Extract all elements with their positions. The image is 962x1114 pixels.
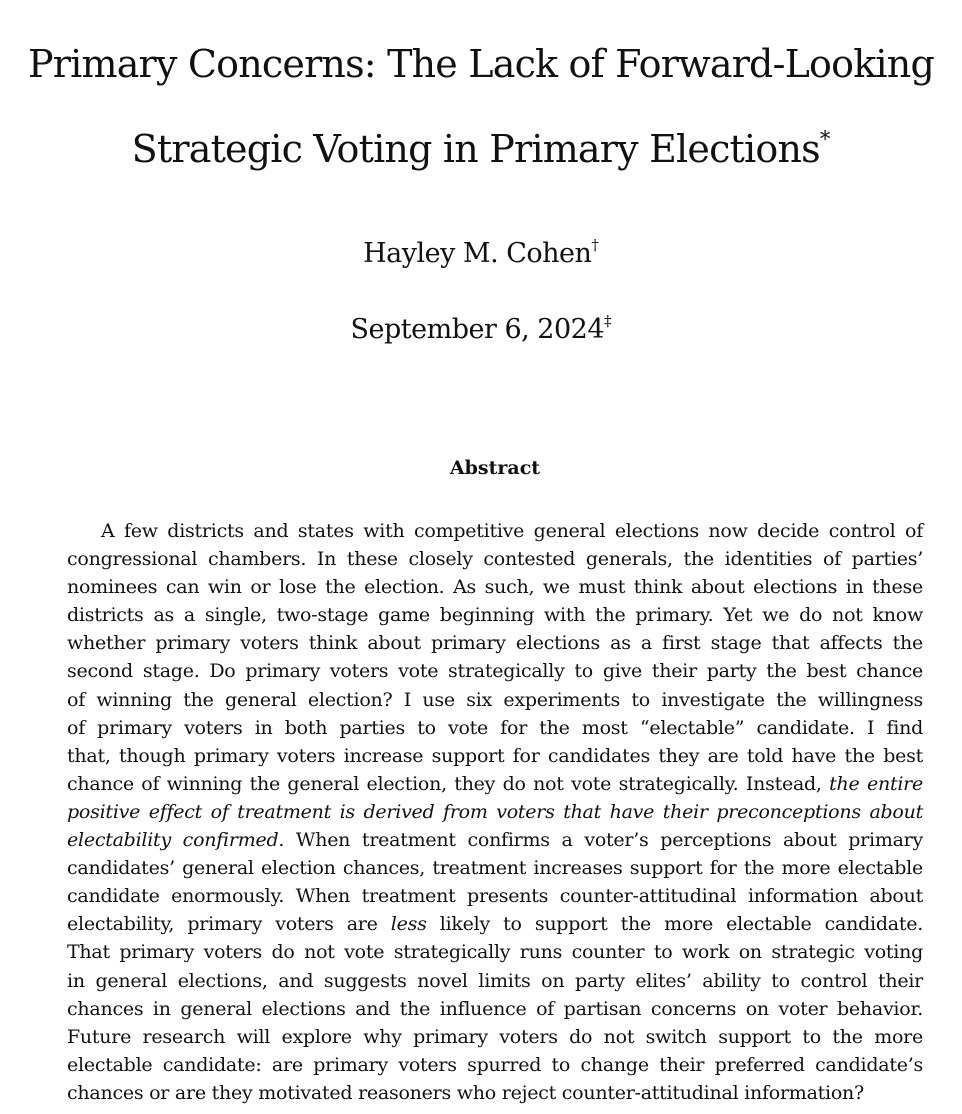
abstract-text: A few districts and states with competitive general elections now decide control of (101, 520, 923, 542)
abstract-text: that, though primary voters increase support for candidates they are told have the best (67, 744, 923, 767)
abstract-line (67, 686, 923, 714)
title-text-1: Primary Concerns: The Lack of Forward-Looking (27, 42, 934, 86)
author-name: Hayley M. Cohen (363, 238, 592, 269)
abstract-line (67, 657, 923, 685)
abstract-text: in general elections, and suggests novel limits on party elites’ ability to control their (67, 969, 923, 992)
date-line (0, 312, 962, 345)
abstract-text: congressional chambers. In these closely contested generals, the identities of parties’ (67, 548, 923, 571)
abstract-emphasis: the entire (829, 772, 923, 795)
abstract-text: candidate enormously. When treatment presents counter-attitudinal information about (67, 885, 923, 908)
abstract-line (67, 1079, 923, 1107)
abstract-text: Future research will explore why primary voters do not switch support to the more (67, 1025, 923, 1048)
abstract-line (67, 714, 923, 742)
abstract-line (67, 770, 923, 798)
abstract-text: That primary voters do not vote strategically runs counter to work on strategic voting (67, 941, 923, 964)
abstract-line (67, 1023, 923, 1051)
date-text: September 6, 2024 (350, 314, 604, 345)
abstract-line (67, 629, 923, 657)
paper-title-line-2 (0, 127, 962, 171)
author-footnote-mark[interactable]: † (591, 236, 599, 254)
abstract-emphasis: positive effect of treatment is derived from voters that have their preconceptions about (67, 800, 923, 823)
title-footnote-mark[interactable]: * (819, 127, 831, 151)
abstract-line (67, 545, 923, 573)
abstract-line (67, 995, 923, 1023)
abstract-text: chance of winning the general election, they do not vote strategically. Instead, (67, 772, 830, 795)
abstract-text: chances or are they motivated reasoners who reject counter-attitudinal information? (67, 1081, 864, 1104)
abstract-line (67, 601, 923, 629)
abstract-line (67, 882, 923, 910)
abstract-text: districts as a single, two-stage game beginning with the primary. Yet we do not know (67, 604, 923, 627)
abstract-line (67, 517, 923, 545)
date-footnote-mark[interactable]: ‡ (604, 312, 612, 330)
abstract-line (67, 573, 923, 601)
abstract-text: chances in general elections and the influence of partisan concerns on voter behavior. (67, 997, 923, 1020)
abstract-heading: Abstract (449, 457, 541, 479)
abstract-text: electable candidate: are primary voters spurred to change their preferred candidate’s (67, 1053, 923, 1076)
abstract-text: likely to support the more electable candidate. (426, 913, 923, 936)
abstract-text: electability, primary voters are (67, 913, 391, 936)
title-text-2: Strategic Voting in Primary Elections (131, 127, 820, 171)
abstract-text: whether primary voters think about primary elections as a first stage that affects the (67, 632, 923, 655)
author-line (0, 236, 962, 269)
abstract-line (67, 742, 923, 770)
paper-title-line-1 (0, 42, 962, 86)
abstract-line (67, 938, 923, 966)
abstract-line (67, 967, 923, 995)
abstract-text: of winning the general election? I use six experiments to investigate the willingness (67, 688, 923, 711)
abstract-line (67, 854, 923, 882)
abstract-line (67, 910, 923, 938)
abstract-emphasis: less (390, 913, 427, 936)
abstract-text: nominees can win or lose the election. As such, we must think about elections in these (67, 576, 923, 599)
abstract-text: second stage. Do primary voters vote strategically to give their party the best chance (67, 660, 923, 683)
abstract-emphasis: electability confirmed. (67, 829, 285, 852)
abstract-text: When treatment confirms a voter’s perceptions about primary (284, 829, 924, 852)
abstract-text: of primary voters in both parties to vote for the most “electable” candidate. I find (67, 716, 923, 739)
abstract-line (67, 798, 923, 826)
abstract-body (67, 517, 923, 1107)
abstract-line (67, 1051, 923, 1079)
abstract-text: candidates’ general election chances, treatment increases support for the more electable (67, 857, 923, 880)
abstract-line (67, 826, 923, 854)
